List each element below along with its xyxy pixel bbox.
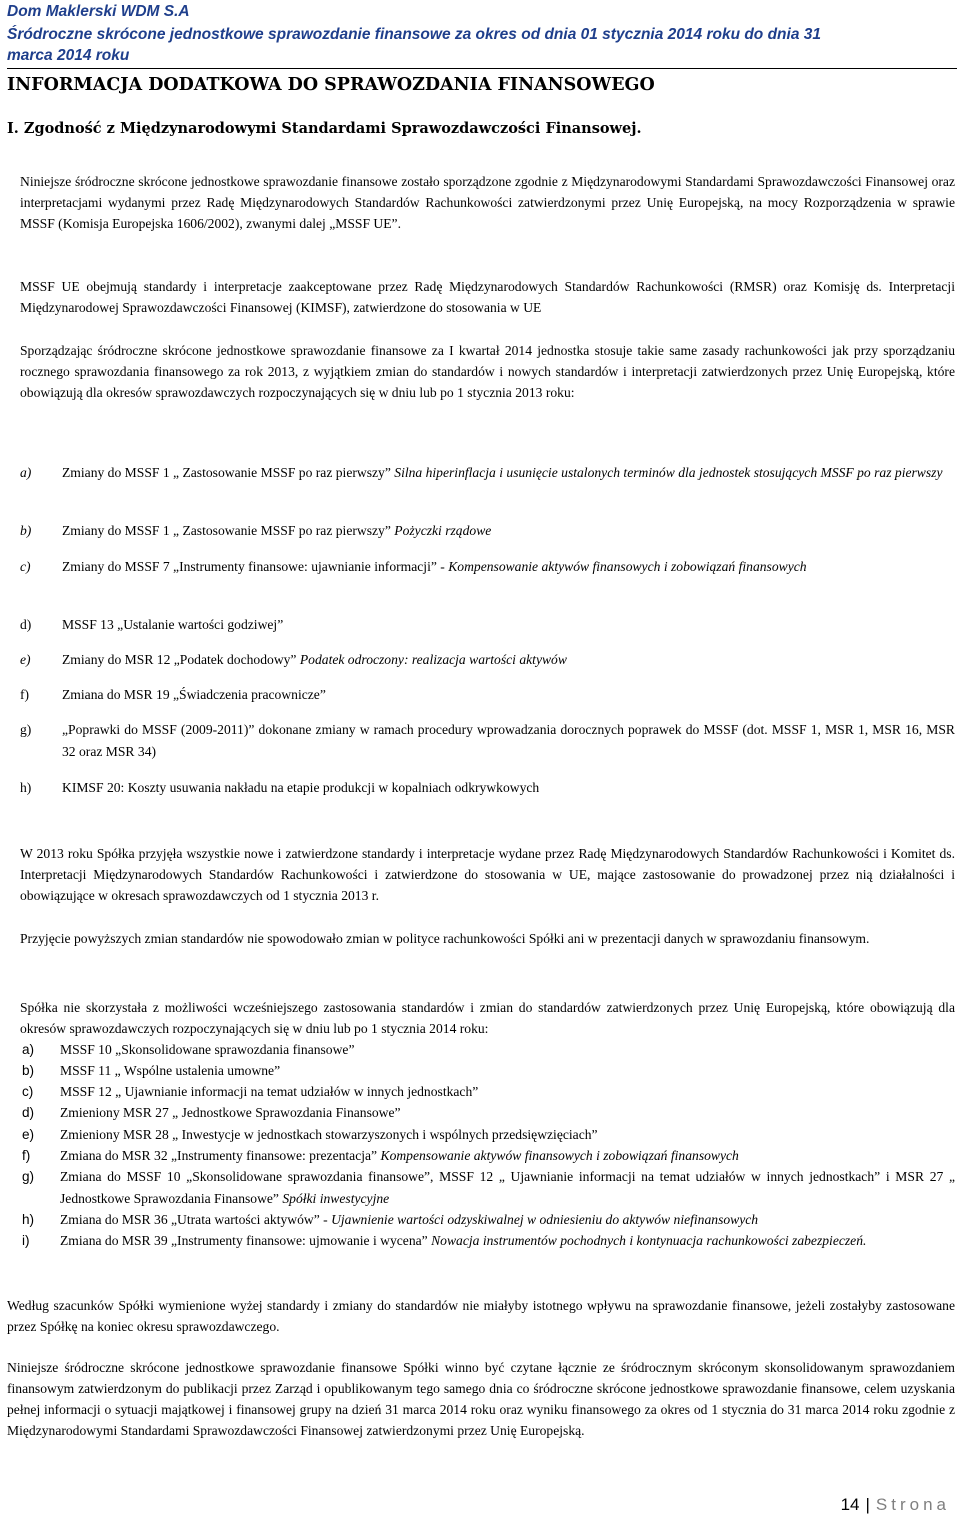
list-marker: c) [22, 1084, 34, 1099]
list-item-italic: Kompensowanie aktywów finansowych i zobowiązań finansowych [380, 1148, 739, 1163]
list-item-text: Zmiany do MSSF 7 „Instrumenty finansowe: ujawnianie informacji” - [62, 559, 449, 574]
list-item-text: KIMSF 20: Koszty usuwania nakładu na etapie produkcji w kopalniach odkrywkowych [62, 780, 540, 795]
page-footer [841, 1495, 950, 1515]
list-item-text: Zmiana do MSR 19 „Świadczenia pracownicze” [62, 687, 326, 702]
report-subtitle [7, 24, 955, 66]
list-item [22, 1081, 955, 1103]
paragraph-no-impact: Przyjęcie powyższych zmian standardów nie spowodowało zmian w polityce rachunkowości Spółki ani w prezentacji danych w sprawozdaniu finansowym. [20, 931, 870, 946]
list-item-text: Zmieniony MSR 28 „ Inwestycje w jednostkach stowarzyszonych i wspólnych przedsięwzięciach” [60, 1127, 598, 1142]
header-divider [7, 68, 957, 69]
list-item [20, 462, 955, 484]
company-name: Dom Maklerski WDM S.A [7, 3, 190, 20]
list-item-text: Zmieniony MSR 27 „ Jednostkowe Sprawozdania Finansowe” [60, 1105, 401, 1120]
list-marker: b) [20, 523, 32, 538]
list-item-text: Zmiana do MSR 32 „Instrumenty finansowe: prezentacja” [60, 1148, 381, 1163]
list-item [22, 1145, 955, 1167]
list-marker: h) [20, 780, 32, 795]
list-item-text: „Poprawki do MSSF (2009-2011)” dokonane zmiany w ramach procedury wprowadzania dorocznych poprawek do MSSF (dot. MSSF 1, MSR 1, MSR 16, MSR 32 oraz MSR 34) [62, 722, 955, 759]
list-item-text: Zmiany do MSSF 1 „ Zastosowanie MSSF po raz pierwszy” [62, 465, 395, 480]
paragraph-early-adoption: Spółka nie skorzystała z możliwości wcześniejszego zastosowania standardów i zmian do standardów zatwierdzonych przez Unię Europejską, które obowiązują dla okresów sprawozdawczych rozpoczynających się w dniu lub po 1 stycznia 2014 roku: [20, 1000, 955, 1036]
list-marker: i) [22, 1233, 30, 1248]
list-item-text: Zmiana do MSSF 10 „Skonsolidowane sprawozdania finansowe”, MSSF 12 „ Ujawnianie informacji na temat udziałów w innych jednostkach” i MSR 27 „ Jednostkowe Sprawozdania Finansowe” [60, 1169, 955, 1206]
list-marker: d) [22, 1105, 35, 1120]
page-number: 14 [840, 1495, 860, 1514]
list-item [20, 649, 955, 671]
list-marker: f) [22, 1148, 31, 1163]
paragraph-read-together: Niniejsze śródroczne skrócone jednostkowe sprawozdanie finansowe Spółki winno być czytane łącznie ze śródrocznym skróconym skonsolidowanym sprawozdaniem finansowym zatwierdzonym do publikacji przez Zarząd i opublikowanym tego samego dnia co śródroczne skrócone jednostkowe sprawozdanie finansowe, celem uzyskania pełnej informacji o sytuacji majątkowej i finansowej grupy na dzień 31 marca 2014 roku oraz wyniku finansowego za okres od 1 stycznia do 31 marca 2014 roku zgodnie z Międzynarodowymi Standardami Sprawozdawczości Finansowej zatwierdzonymi przez Unię Europejską. [7, 1360, 955, 1438]
list-item [20, 719, 955, 762]
list-item-text: MSSF 12 „ Ujawnianie informacji na temat udziałów w innych jednostkach” [60, 1084, 479, 1099]
list-item [22, 1102, 955, 1124]
list-marker: e) [20, 652, 31, 667]
paragraph-estimated-impact: Według szacunków Spółki wymienione wyżej standardy i zmiany do standardów nie miałyby istotnego wpływu na sprawozdanie finansowe, jeżeli zostałyby zastosowane przez Spółkę na koniec okresu sprawozdawczego. [7, 1298, 955, 1334]
paragraph-adopted-standards: W 2013 roku Spółka przyjęła wszystkie nowe i zatwierdzone standardy i interpretacje wydane przez Radę Międzynarodowych Standardów Rachunkowości i Komitet ds. Interpretacji Międzynarodowych Standardów Rachunkowości i zatwierdzone do stosowania w UE, mające zastosowanie do prowadzonej przez nią działalności i obowiązujące w okresach sprawozdawczych od 1 stycznia 2013 r. [20, 846, 955, 903]
list-item [22, 1060, 955, 1082]
report-subtitle-line2: marca 2014 roku [7, 47, 130, 64]
list-item-text: MSSF 11 „ Wspólne ustalenia umowne” [60, 1063, 281, 1078]
list-item-italic: Pożyczki rządowe [394, 523, 492, 538]
section-title: I. Zgodność z Międzynarodowymi Standardami Sprawozdawczości Finansowej. [7, 120, 642, 137]
list-marker: b) [22, 1063, 35, 1078]
list-item [20, 556, 955, 578]
list-item [22, 1230, 955, 1252]
list-item [22, 1039, 955, 1061]
list-item [20, 520, 955, 542]
list-marker: d) [20, 617, 32, 632]
list-marker: g) [22, 1169, 35, 1184]
list-marker: c) [20, 559, 31, 574]
list-item [20, 614, 955, 636]
list-item-italic: Silna hiperinflacja i usunięcie ustalonych terminów dla jednostek stosujących MSSF po raz pierwszy [394, 465, 943, 480]
paragraph-mssf-ue: MSSF UE obejmują standardy i interpretacje zaakceptowane przez Radę Międzynarodowych Standardów Rachunkowości (RMSR) oraz Komisję ds. Interpretacji Międzynarodowej Sprawozdawczości Finansowej (KIMSF), zatwierdzone do stosowania w UE [20, 279, 955, 315]
list-item [20, 777, 955, 799]
paragraph-compliance: Niniejsze śródroczne skrócone jednostkowe sprawozdanie finansowe zostało sporządzone zgodnie z Międzynarodowymi Standardami Sprawozdawczości Finansowej oraz interpretacjami wydanymi przez Radę Międzynarodowych Standardów Rachunkowości zatwierdzonymi przez Unię Europejską, na mocy Rozporządzenia w sprawie MSSF (Komisja Europejska 1606/2002), zwanymi dalej „MSSF UE”. [20, 174, 955, 231]
list-marker: h) [22, 1212, 35, 1227]
list-item [22, 1166, 955, 1209]
document-header [7, 2, 955, 66]
list-item-italic: Nowacja instrumentów pochodnych i kontynuacja rachunkowości zabezpieczeń. [431, 1233, 867, 1248]
list-marker: e) [22, 1127, 35, 1142]
list-item-text: Zmiany do MSSF 1 „ Zastosowanie MSSF po raz pierwszy” [62, 523, 395, 538]
report-subtitle-line1: Śródroczne skrócone jednostkowe sprawozdanie finansowe za okres od dnia 01 stycznia 2014 roku do dnia 31 [7, 26, 821, 43]
page-word: Strona [875, 1495, 950, 1514]
list-item [20, 684, 955, 706]
list-item-text: MSSF 10 „Skonsolidowane sprawozdania finansowe” [60, 1042, 355, 1057]
list-item-italic: Ujawnienie wartości odzyskiwalnej w odniesieniu do aktywów niefinansowych [331, 1212, 759, 1227]
list-item-italic: Kompensowanie aktywów finansowych i zobowiązań finansowych [448, 559, 807, 574]
list-item-text: Zmiana do MSR 36 „Utrata wartości aktywów” - [60, 1212, 332, 1227]
list-item-italic: Spółki inwestycyjne [282, 1190, 390, 1206]
list-item-text: MSSF 13 „Ustalanie wartości godziwej” [62, 617, 284, 632]
list-item [22, 1124, 955, 1146]
list-item-italic: Podatek odroczony: realizacja wartości aktywów [299, 652, 567, 667]
main-title: INFORMACJA DODATKOWA DO SPRAWOZDANIA FINANSOWEGO [7, 75, 655, 95]
list-marker: g) [20, 722, 32, 737]
list-marker: a) [20, 465, 32, 480]
paragraph-accounting-policies: Sporządzając śródroczne skrócone jednostkowe sprawozdanie finansowe za I kwartał 2014 jednostka stosuje takie same zasady rachunkowości jak przy sporządzaniu rocznego sprawozdania finansowego za rok 2013, z wyjątkiem zmian do standardów i nowych standardów i interpretacji zatwierdzonych przez Unię Europejską, które obowiązują dla okresów sprawozdawczych rozpoczynających się w dniu lub po 1 stycznia 2013 roku: [20, 343, 955, 400]
list-item-text: Zmiana do MSR 39 „Instrumenty finansowe: ujmowanie i wycena” [60, 1233, 432, 1248]
list-marker: f) [20, 687, 30, 702]
list-marker: a) [22, 1042, 35, 1057]
list-item [22, 1209, 955, 1231]
list-item-text: Zmiany do MSR 12 „Podatek dochodowy” [62, 652, 300, 667]
footer-separator: | [865, 1495, 870, 1514]
